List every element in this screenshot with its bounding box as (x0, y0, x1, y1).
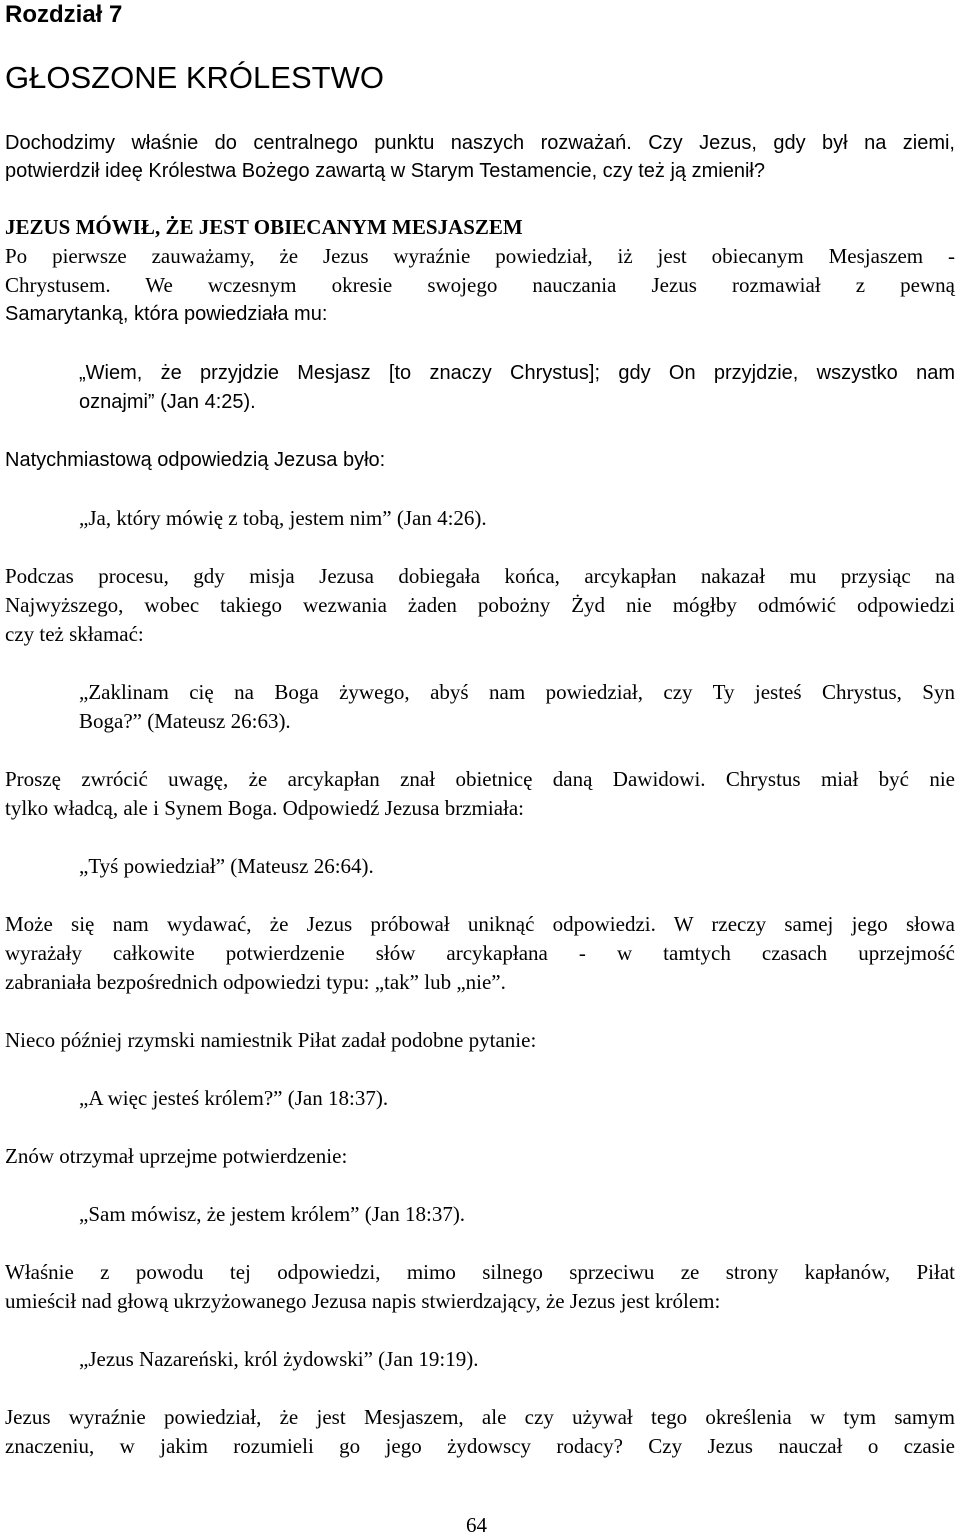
text-line: Znów otrzymał uprzejme potwierdzenie: (5, 1144, 348, 1168)
text-line: Jezus wyraźnie powiedział, że jest Mesjaszem, ale czy używał tego określenia w tym samym (5, 1405, 955, 1429)
quote-line: Boga?” (Mateusz 26:63). (79, 709, 291, 733)
quote-line: „Ja, który mówię z tobą, jestem nim” (Jan 4:26). (79, 506, 487, 530)
quote-line: „Jezus Nazareński, król żydowski” (Jan 19:19). (79, 1347, 479, 1371)
text-line: Proszę zwrócić uwagę, że arcykapłan znał obietnicę daną Dawidowi. Chrystus miał być nie (5, 767, 955, 791)
text-line: potwierdził ideę Królestwa Bożego zawartą w Starym Testamencie, czy też ją zmienił? (5, 160, 765, 182)
text-line: znaczeniu, w jakim rozumieli go jego żydowscy rodacy? Czy Jezus nauczał o czasie (5, 1434, 955, 1458)
text-line: Po pierwsze zauważamy, że Jezus wyraźnie powiedział, iż jest obiecanym Mesjaszem - (5, 244, 955, 268)
text-line: Natychmiastową odpowiedzią Jezusa było: (5, 449, 386, 471)
text-line: wyrażały całkowite potwierdzenie słów arcykapłana - w tamtych czasach uprzejmość (5, 941, 955, 965)
text-line: Może się nam wydawać, że Jezus próbował uniknąć odpowiedzi. W rzeczy samej jego słowa (5, 912, 955, 936)
text-line: zabraniała bezpośrednich odpowiedzi typu: „tak” lub „nie”. (5, 970, 506, 994)
text-line: tylko władcą, ale i Synem Boga. Odpowiedź Jezusa brzmiała: (5, 796, 525, 820)
page-number: 64 (466, 1513, 487, 1537)
text-line: Nieco później rzymski namiestnik Piłat zadał podobne pytanie: (5, 1028, 537, 1052)
text-line: umieścił nad głową ukrzyżowanego Jezusa napis stwierdzający, że Jezus jest królem: (5, 1289, 721, 1313)
text-line: Właśnie z powodu tej odpowiedzi, mimo silnego sprzeciwu ze strony kapłanów, Piłat (5, 1260, 955, 1284)
quote-line: „A więc jesteś królem?” (Jan 18:37). (79, 1086, 389, 1110)
chapter-heading: Rozdział 7 (5, 1, 123, 28)
chapter-title: GŁOSZONE KRÓLESTWO (5, 60, 384, 95)
quote-line: oznajmi” (Jan 4:25). (79, 391, 256, 413)
text-line: czy też skłamać: (5, 622, 144, 646)
text-line: Podczas procesu, gdy misja Jezusa dobiegała końca, arcykapłan nakazał mu przysiąc na (5, 564, 955, 588)
quote-line: „Zaklinam cię na Boga żywego, abyś nam powiedział, czy Ty jesteś Chrystus, Syn (79, 680, 955, 704)
text-line: Chrystusem. We wczesnym okresie swojego nauczania Jezus rozmawiał z pewną (5, 273, 955, 297)
text-line: Samarytanką, która powiedziała mu: (5, 303, 328, 325)
quote-line: „Tyś powiedział” (Mateusz 26:64). (79, 854, 374, 878)
section-heading: JEZUS MÓWIŁ, ŻE JEST OBIECANYM MESJASZEM (5, 215, 523, 239)
text-line: Najwyższego, wobec takiego wezwania żaden pobożny Żyd nie mógłby odmówić odpowiedzi (5, 593, 955, 617)
quote-line: „Sam mówisz, że jestem królem” (Jan 18:37). (79, 1202, 466, 1226)
text-line: Dochodzimy właśnie do centralnego punktu naszych rozważań. Czy Jezus, gdy był na ziemi, (5, 132, 955, 154)
quote-line: „Wiem, że przyjdzie Mesjasz [to znaczy Chrystus]; gdy On przyjdzie, wszystko nam (79, 362, 955, 384)
